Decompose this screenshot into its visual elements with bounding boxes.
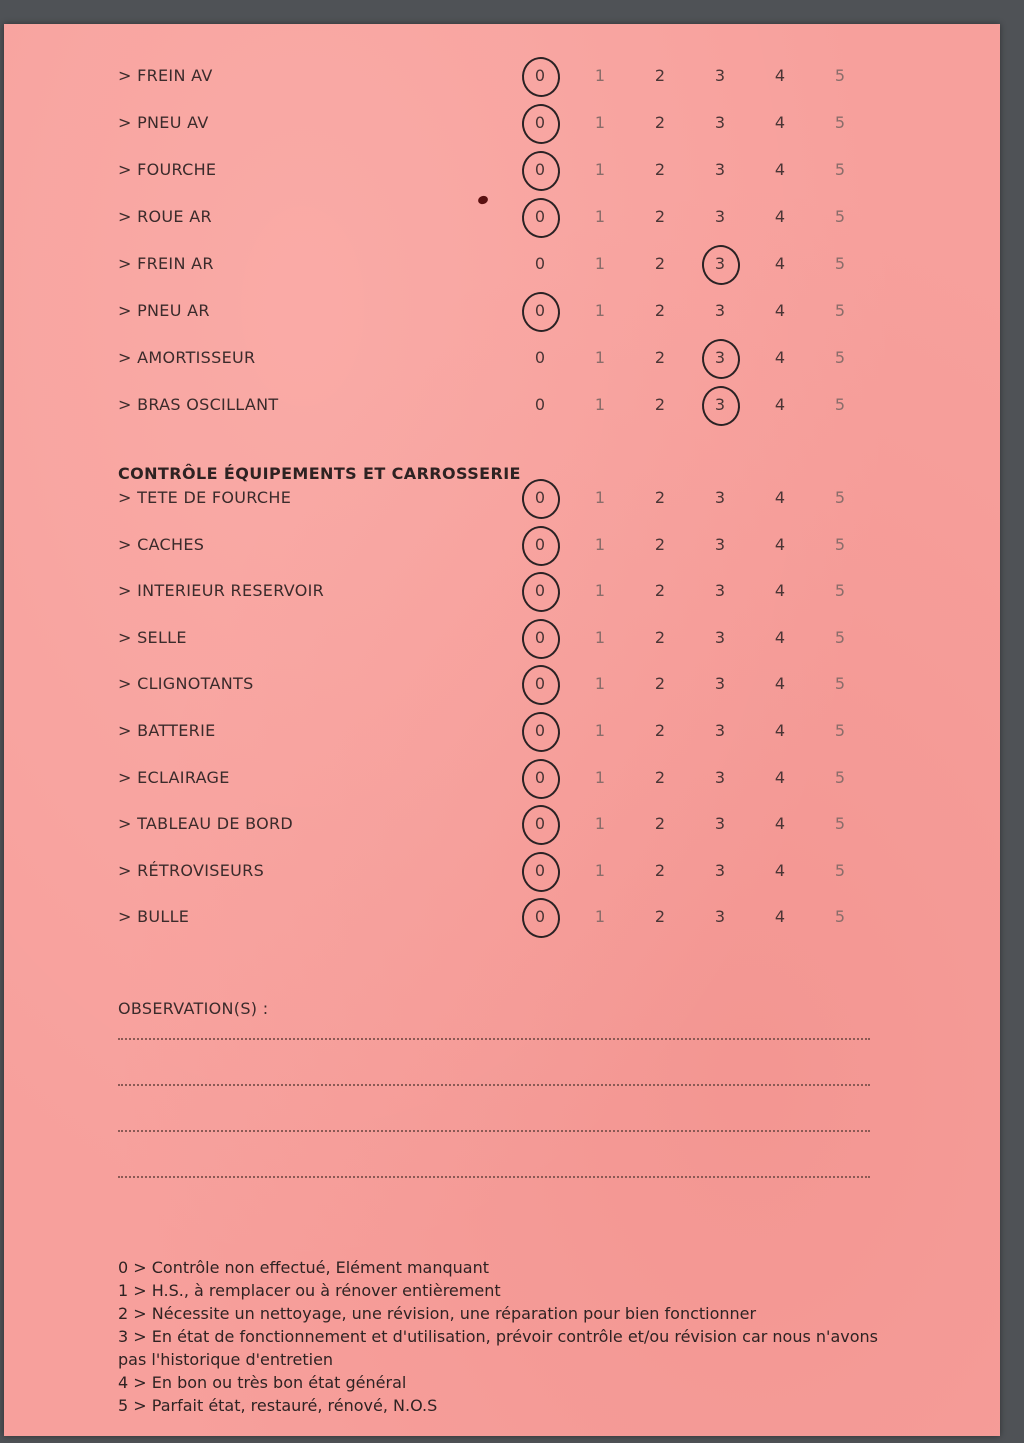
score-option-2[interactable]: 2 (654, 674, 666, 694)
score-option-1[interactable]: 1 (594, 860, 606, 880)
checklist-row (4, 579, 1000, 609)
legend-item: 0 > Contrôle non effectué, Elément manquant (118, 1258, 489, 1277)
observations-label: OBSERVATION(S) : (118, 999, 269, 1018)
score-option-0[interactable]: 0 (528, 66, 552, 85)
score-option-0[interactable]: 0 (528, 721, 552, 740)
score-option-0[interactable]: 0 (528, 674, 552, 693)
score-option-3[interactable]: 3 (708, 348, 732, 367)
score-option-2[interactable]: 2 (654, 254, 666, 273)
score-option-3[interactable]: 3 (714, 814, 726, 834)
score-option-0[interactable]: 0 (528, 301, 552, 320)
score-option-3[interactable]: 3 (714, 721, 726, 740)
score-option-4[interactable]: 4 (774, 66, 786, 85)
score-option-2[interactable]: 2 (654, 160, 666, 179)
score-option-0[interactable]: 0 (528, 907, 552, 926)
score-option-5[interactable]: 5 (834, 301, 846, 320)
score-option-5[interactable]: 5 (834, 254, 846, 273)
score-option-0[interactable]: 0 (528, 861, 552, 880)
row-label: > CLIGNOTANTS (118, 674, 254, 694)
score-option-0[interactable]: 0 (528, 488, 552, 507)
score-option-1[interactable]: 1 (594, 907, 606, 927)
score-option-0[interactable]: 0 (528, 207, 552, 226)
score-option-2[interactable]: 2 (654, 534, 666, 554)
row-label: > TETE DE FOURCHE (118, 488, 292, 507)
score-option-2[interactable]: 2 (654, 814, 666, 834)
observation-line[interactable] (118, 1038, 870, 1040)
score-option-1[interactable]: 1 (594, 581, 606, 601)
score-option-0[interactable]: 0 (534, 254, 546, 273)
score-option-5[interactable]: 5 (834, 207, 846, 226)
score-option-5[interactable]: 5 (834, 674, 846, 694)
row-label: > FREIN AV (118, 66, 213, 85)
checklist-row (4, 533, 1000, 563)
score-option-0[interactable]: 0 (534, 395, 546, 414)
score-option-0[interactable]: 0 (528, 814, 552, 833)
score-option-5[interactable]: 5 (834, 767, 846, 787)
legend-item: 5 > Parfait état, restauré, rénové, N.O.S (118, 1396, 438, 1415)
checklist-row (4, 111, 1000, 141)
row-label: > PNEU AR (118, 301, 210, 320)
score-option-4[interactable]: 4 (774, 627, 786, 647)
score-option-3[interactable]: 3 (714, 160, 726, 179)
score-option-0[interactable]: 0 (528, 160, 552, 179)
score-option-2[interactable]: 2 (654, 66, 666, 85)
checklist-row (4, 205, 1000, 235)
score-option-1[interactable]: 1 (594, 66, 606, 85)
row-label: > ECLAIRAGE (118, 767, 230, 787)
score-option-4[interactable]: 4 (774, 767, 786, 787)
checklist-row (4, 672, 1000, 702)
score-option-4[interactable]: 4 (774, 488, 786, 507)
legend-item: 3 > En état de fonctionnement et d'utilisation, prévoir contrôle et/ou révision car nous n'avons pas l'historique d'entretien (118, 1327, 878, 1369)
score-option-5[interactable]: 5 (834, 581, 846, 601)
row-label: > FOURCHE (118, 160, 217, 179)
score-option-1[interactable]: 1 (594, 767, 606, 787)
score-option-4[interactable]: 4 (774, 907, 786, 927)
score-option-5[interactable]: 5 (834, 534, 846, 554)
row-label: > BULLE (118, 907, 190, 927)
score-option-2[interactable]: 2 (654, 301, 666, 320)
score-option-5[interactable]: 5 (834, 113, 846, 132)
observation-line[interactable] (118, 1130, 870, 1132)
checklist-row (4, 812, 1000, 842)
checklist-row (4, 393, 1000, 423)
row-label: > PNEU AV (118, 113, 209, 132)
score-option-0[interactable]: 0 (528, 535, 552, 554)
score-option-1[interactable]: 1 (594, 534, 606, 554)
score-option-1[interactable]: 1 (594, 488, 606, 507)
row-label: > AMORTISSEUR (118, 348, 256, 367)
score-option-4[interactable]: 4 (774, 814, 786, 834)
score-option-1[interactable]: 1 (594, 627, 606, 647)
score-option-3[interactable]: 3 (714, 207, 726, 226)
checklist-row (4, 158, 1000, 188)
score-option-5[interactable]: 5 (834, 488, 846, 507)
score-option-3[interactable]: 3 (714, 674, 726, 694)
score-option-1[interactable]: 1 (594, 674, 606, 694)
score-option-2[interactable]: 2 (654, 348, 666, 367)
score-option-4[interactable]: 4 (774, 534, 786, 554)
score-option-5[interactable]: 5 (834, 160, 846, 179)
score-option-4[interactable]: 4 (774, 160, 786, 179)
score-option-1[interactable]: 1 (594, 207, 606, 226)
score-option-1[interactable]: 1 (594, 113, 606, 132)
score-option-4[interactable]: 4 (774, 348, 786, 367)
score-option-2[interactable]: 2 (654, 721, 666, 740)
score-option-5[interactable]: 5 (834, 627, 846, 647)
score-option-1[interactable]: 1 (594, 254, 606, 273)
row-label: > RÉTROVISEURS (118, 860, 265, 880)
checklist-row (4, 252, 1000, 282)
checklist-row (4, 64, 1000, 94)
score-option-5[interactable]: 5 (834, 395, 846, 414)
score-option-2[interactable]: 2 (654, 767, 666, 787)
row-label: > INTERIEUR RESERVOIR (118, 581, 325, 601)
score-option-3[interactable]: 3 (708, 254, 732, 273)
score-option-3[interactable]: 3 (714, 860, 726, 880)
score-option-3[interactable]: 3 (714, 488, 726, 507)
score-option-5[interactable]: 5 (834, 721, 846, 740)
row-label: > BRAS OSCILLANT (118, 395, 279, 414)
ink-stain (477, 195, 489, 206)
checklist-row (4, 346, 1000, 376)
score-option-4[interactable]: 4 (774, 301, 786, 320)
legend-item: 1 > H.S., à remplacer ou à rénover entièrement (118, 1281, 501, 1300)
score-option-1[interactable]: 1 (594, 814, 606, 834)
observation-line[interactable] (118, 1084, 870, 1086)
score-option-5[interactable]: 5 (834, 814, 846, 834)
rating-legend (118, 1256, 878, 1417)
score-option-3[interactable]: 3 (708, 395, 732, 414)
checklist-row (4, 766, 1000, 796)
score-option-1[interactable]: 1 (594, 301, 606, 320)
score-option-4[interactable]: 4 (774, 674, 786, 694)
score-option-2[interactable]: 2 (654, 627, 666, 647)
checklist-row (4, 905, 1000, 935)
section-title: CONTRÔLE ÉQUIPEMENTS ET CARROSSERIE (118, 464, 521, 483)
score-option-3[interactable]: 3 (714, 113, 726, 132)
score-option-2[interactable]: 2 (654, 907, 666, 927)
score-option-0[interactable]: 0 (528, 581, 552, 600)
score-option-2[interactable]: 2 (654, 860, 666, 880)
score-option-4[interactable]: 4 (774, 207, 786, 226)
inspection-sheet (4, 24, 1000, 1436)
score-option-4[interactable]: 4 (774, 721, 786, 740)
score-option-4[interactable]: 4 (774, 254, 786, 273)
legend-item: 4 > En bon ou très bon état général (118, 1373, 407, 1392)
score-option-3[interactable]: 3 (714, 534, 726, 554)
score-option-0[interactable]: 0 (528, 628, 552, 647)
score-option-5[interactable]: 5 (834, 348, 846, 367)
score-option-3[interactable]: 3 (714, 581, 726, 601)
score-option-3[interactable]: 3 (714, 907, 726, 927)
score-option-0[interactable]: 0 (534, 348, 546, 367)
row-label: > ROUE AR (118, 207, 212, 226)
score-option-2[interactable]: 2 (654, 488, 666, 507)
checklist-row (4, 859, 1000, 889)
observation-line[interactable] (118, 1176, 870, 1178)
checklist-row (4, 299, 1000, 329)
score-option-2[interactable]: 2 (654, 113, 666, 132)
score-option-3[interactable]: 3 (714, 301, 726, 320)
score-option-4[interactable]: 4 (774, 860, 786, 880)
score-option-4[interactable]: 4 (774, 581, 786, 601)
legend-item: 2 > Nécessite un nettoyage, une révision, une réparation pour bien fonctionner (118, 1304, 757, 1323)
score-option-1[interactable]: 1 (594, 160, 606, 179)
checklist-row (4, 719, 1000, 749)
score-option-2[interactable]: 2 (654, 207, 666, 226)
score-option-0[interactable]: 0 (528, 768, 552, 787)
score-option-1[interactable]: 1 (594, 395, 606, 414)
score-option-2[interactable]: 2 (654, 581, 666, 601)
checklist-row (4, 626, 1000, 656)
score-option-1[interactable]: 1 (594, 721, 606, 740)
row-label: > BATTERIE (118, 721, 216, 740)
score-option-2[interactable]: 2 (654, 395, 666, 414)
score-option-4[interactable]: 4 (774, 113, 786, 132)
score-option-5[interactable]: 5 (834, 66, 846, 85)
score-option-3[interactable]: 3 (714, 66, 726, 85)
row-label: > FREIN AR (118, 254, 214, 273)
row-label: > SELLE (118, 627, 187, 647)
score-option-3[interactable]: 3 (714, 627, 726, 647)
score-option-0[interactable]: 0 (528, 113, 552, 132)
score-option-5[interactable]: 5 (834, 907, 846, 927)
row-label: > CACHES (118, 534, 205, 554)
score-option-1[interactable]: 1 (594, 348, 606, 367)
row-label: > TABLEAU DE BORD (118, 814, 294, 834)
checklist-row (4, 486, 1000, 516)
score-option-4[interactable]: 4 (774, 395, 786, 414)
score-option-3[interactable]: 3 (714, 767, 726, 787)
score-option-5[interactable]: 5 (834, 860, 846, 880)
